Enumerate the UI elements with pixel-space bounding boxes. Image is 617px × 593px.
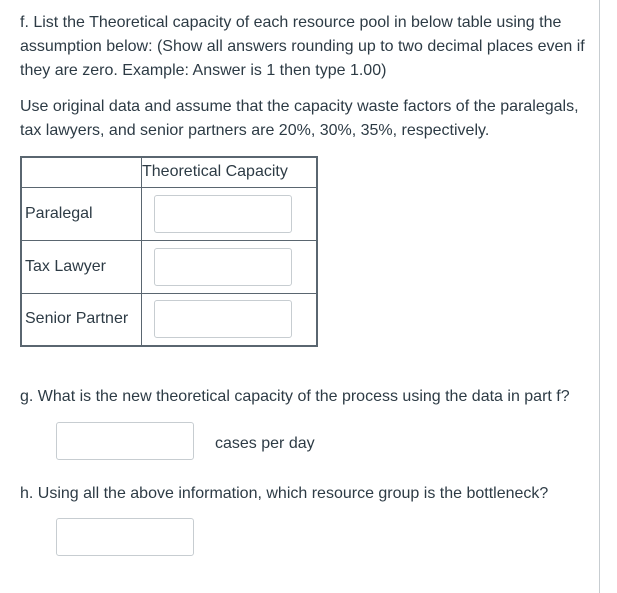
tax-lawyer-capacity-input[interactable] (154, 248, 292, 286)
header-empty-cell (21, 157, 142, 187)
table-row-tax-lawyer (21, 240, 317, 293)
table-header-row (21, 157, 317, 187)
question-h-text: h. Using all the above information, which resource group is the bottleneck? (20, 485, 549, 502)
table-row-senior-partner (21, 293, 317, 346)
paralegal-capacity-input[interactable] (154, 195, 292, 233)
senior-partner-capacity-input[interactable] (154, 300, 292, 338)
row-label-paralegal: Paralegal (21, 187, 142, 240)
theoretical-capacity-table (20, 156, 318, 347)
content-right-border (599, 0, 600, 593)
cell-senior-partner-capacity (142, 293, 318, 346)
assumption-text: Use original data and assume that the capacity waste factors of the paralegals, tax lawyers, and senior partners are 20%, 30%, 35%, respectively. (20, 98, 579, 139)
process-capacity-input[interactable] (56, 422, 194, 460)
unit-label: cases per day (215, 435, 315, 452)
table-row-paralegal (21, 187, 317, 240)
bottleneck-input[interactable] (56, 518, 194, 556)
row-label-tax-lawyer: Tax Lawyer (21, 240, 142, 293)
header-theoretical-capacity: Theoretical Capacity (142, 157, 318, 187)
cell-tax-lawyer-capacity (142, 240, 318, 293)
cell-paralegal-capacity (142, 187, 318, 240)
question-f-text: f. List the Theoretical capacity of each resource pool in below table using the assumption below: (Show all answers rounding up to two decimal places even if they are zero. Example: Answer is 1 then type 1.00) (20, 14, 585, 79)
question-g-text: g. What is the new theoretical capacity of the process using the data in part f? (20, 388, 570, 405)
row-label-senior-partner: Senior Partner (21, 293, 142, 346)
